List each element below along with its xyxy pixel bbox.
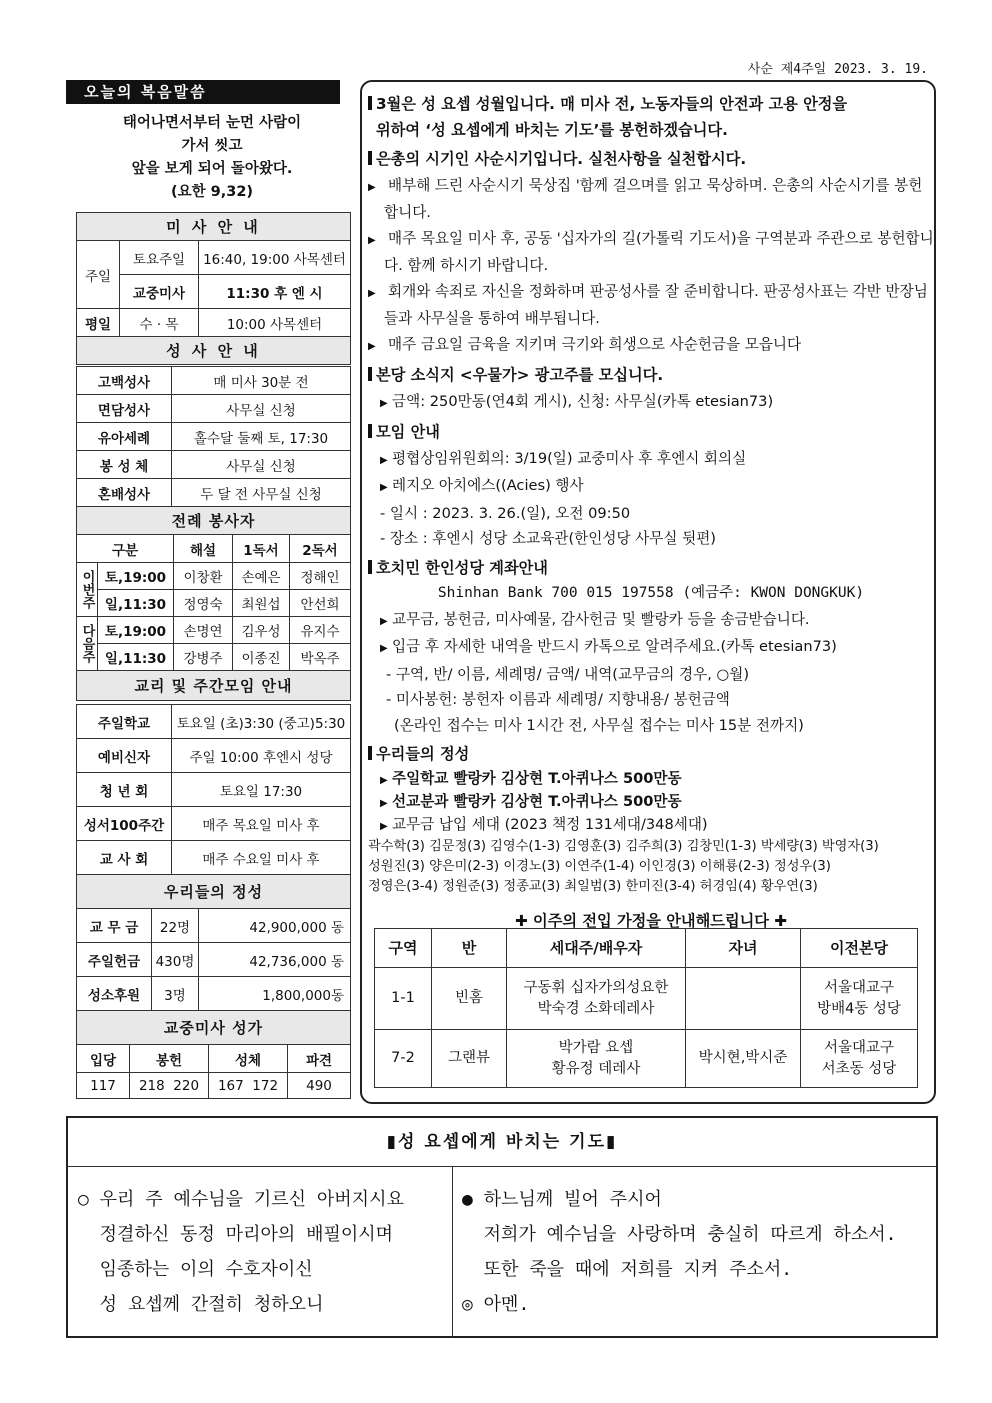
gospel-line: 태어나면서부터 눈먼 사람이 [122,115,302,131]
gospel-line: (요한 9,32) [170,184,254,200]
prayer-line: ◎ 아멘. [462,1294,530,1315]
notice-title: 3월은 성 요셉 성월입니다. 매 미사 전, 노동자들의 안전과 고용 안정을 [368,92,934,118]
offering-amount: 1,800,000동 [199,977,351,1011]
notice-item: ▶ 금액: 250만동(연4회 게시), 신청: 사무실(카톡 etesian73) [380,392,774,410]
children-cell: 박시현,박시준 [686,1030,801,1088]
gospel-line: 앞을 보게 되어 돌아왔다. [131,161,293,177]
sacrament-value: 홀수달 둘째 토, 17:30 [172,423,351,451]
ministers-heading: 전례 봉사자 [77,507,351,535]
hymn-col: 봉헌 [130,1045,209,1073]
prayer-title: ▮성 요셉에게 바치는 기도▮ [68,1118,936,1167]
offering-count: 430명 [152,943,199,977]
col-header: 세대주/배우자 [507,929,686,968]
notice-item: ▶ 매주 목요일 미사 후, 공동 '십자가의 길(가톨릭 기도서)을 구역분과 주관으로 봉헌합니다. 함께 하시기 바랍니다. [368,229,934,274]
notice-item: ▶ 입금 후 자세한 내역을 반드시 카톡으로 알려주세요.(카톡 etesian73) [380,638,837,655]
catechism-value: 토요일 17:30 [172,773,351,807]
col-header: 2독서 [290,535,351,563]
minister-cell: 안선희 [290,590,351,617]
bank-account: Shinhan Bank 700 015 197558 (예금주: KWON DONGKUK) [437,585,865,601]
offering-count: 3명 [152,977,199,1011]
catechism-label: 주일학교 [77,705,172,739]
sacrament-value: 사무실 신청 [172,395,351,423]
prayer-box [66,1116,938,1338]
sacrament-value: 매 미사 30분 전 [172,367,351,395]
offering-table [76,908,351,1045]
zone-cell: 7-2 [375,1030,432,1088]
notice-item: ▶ 평협상임위원회의: 3/19(일) 교중미사 후 후엔시 회의실 [380,449,747,467]
mass-table [76,212,351,365]
catechism-label: 예비신자 [77,739,172,773]
notice-title: 은총의 시기인 사순시기입니다. 실천사항을 실천합시다. [368,147,934,173]
prev-parish-cell: 서울대교구 서초동 성당 [801,1030,918,1088]
zone-cell: 1-1 [375,968,432,1030]
sunday-label: 주일 [77,241,120,309]
prayer-line: 저희가 예수님을 사랑하며 충실히 따르게 하소서. [462,1224,897,1245]
hymn-col: 입당 [77,1045,130,1073]
notices-content [368,92,934,934]
prayer-line: 또한 죽을 때에 저희를 지켜 주소서. [462,1259,793,1280]
hymns-heading: 교중미사 성가 [77,1011,351,1045]
sacrament-label: 봉 성 체 [77,451,172,479]
minister-time: 일,11:30 [98,590,174,617]
sacrament-label: 혼배성사 [77,479,172,507]
col-header: 자녀 [686,929,801,968]
sacrament-value: 두 달 전 사무실 신청 [172,479,351,507]
newcomers-table [374,928,918,1088]
notice-title: 우리들의 정성 [368,742,934,768]
hymn-col: 파견 [288,1045,351,1073]
sacrament-table [76,366,351,535]
prayer-line: 정결하신 동정 마리아의 배필이시며 [78,1224,394,1245]
hymn-value: 117 [77,1073,130,1099]
catechism-label: 청 년 회 [77,773,172,807]
notice-item: ▶ 주일학교 빨랑카 김상현 T.아퀴나스 500만동 [380,769,682,787]
sacrament-label: 면담성사 [77,395,172,423]
catechism-value: 주일 10:00 후엔시 성당 [172,739,351,773]
prayer-left [78,1182,452,1322]
notice-item: ▶ 배부해 드린 사순시기 묵상집 '함께 걸으며를 읽고 묵상하며. 은총의 사순시기를 봉헌합니다. [368,176,923,221]
minister-cell: 정해인 [290,563,351,590]
minister-time: 토,19:00 [98,563,174,590]
ministers-table [76,534,351,701]
offering-amount: 42,736,000 동 [199,943,351,977]
catechism-heading: 교리 및 주간모임 안내 [77,671,351,701]
gospel-heading: 오늘의 복음말씀 [66,80,340,104]
prayer-line: 임종하는 이의 수호자이신 [78,1259,313,1280]
notice-item: ▶ 교무금, 봉헌금, 미사예물, 감사헌금 및 빨랑카 등을 송금받습니다. [380,610,810,628]
ban-cell: 빈홈 [432,968,507,1030]
mass-label: 수 · 목 [120,309,199,337]
catechism-table [76,704,351,909]
household-cell: 구동휘 십자가의성요한 박숙경 소화데레사 [507,968,686,1030]
col-header: 구분 [77,535,174,563]
names-line: 곽수학(3) 김문정(3) 김영수(1-3) 김영훈(3) 김주희(3) 김창민(1-3) 박세량(3) 박영자(3) [368,838,879,854]
sacrament-heading: 성 사 안 내 [77,337,351,365]
mass-heading: 미 사 안 내 [77,213,351,241]
bulletin-date: 사순 제4주일 2023. 3. 19. [747,62,928,77]
notice-item: ▶ 회개와 속죄로 자신을 정화하며 판공성사를 잘 준비합니다. 판공성사표는 각반 반장님들과 사무실을 통하여 배부됩니다. [368,282,928,327]
offering-heading: 우리들의 정성 [77,875,351,909]
gospel-text [76,112,348,204]
minister-cell: 이종진 [233,644,290,671]
ban-cell: 그랜뷰 [432,1030,507,1088]
minister-time: 일,11:30 [98,644,174,671]
prayer-line: ● 하느님께 빌어 주시어 [462,1189,662,1210]
offering-label: 교 무 금 [77,909,152,943]
next-week-label: 다음주 [77,617,98,671]
names-line: 성원진(3) 양은미(2-3) 이경노(3) 이연주(1-4) 이인경(3) 이해룡(2-3) 정성우(3) [368,858,831,874]
catechism-label: 성서100주간 [77,807,172,841]
col-header: 반 [432,929,507,968]
notice-sub: - 일시 : 2023. 3. 26.(일), 오전 09:50 [380,504,631,522]
minister-cell: 최원섭 [233,590,290,617]
notice-sub: (온라인 접수는 미사 1시간 전, 사무실 접수는 미사 15분 전까지) [394,716,804,734]
notice-item: ▶ 선교분과 빨랑카 김상현 T.아퀴나스 500만동 [380,792,682,810]
notice-item: ▶ 매주 금요일 금육을 지키며 극기와 희생으로 사순헌금을 모읍니다 [368,335,802,353]
catechism-label: 교 사 회 [77,841,172,875]
minister-cell: 김우성 [233,617,290,644]
notice-sub: - 장소 : 후엔시 성당 소교육관(한인성당 사무실 뒷편) [380,530,716,547]
prayer-right [462,1182,938,1322]
prayer-line: ○ 우리 주 예수님을 기르신 아버지시요 [78,1189,404,1210]
prayer-divider [452,1166,453,1338]
offering-count: 22명 [152,909,199,943]
catechism-value: 매주 수요일 미사 후 [172,841,351,875]
minister-cell: 손예은 [233,563,290,590]
minister-cell: 정영숙 [174,590,233,617]
hymn-value: 490 [288,1073,351,1099]
minister-cell: 유지수 [290,617,351,644]
weekday-label: 평일 [77,309,120,337]
offering-label: 성소후원 [77,977,152,1011]
col-header: 해설 [174,535,233,563]
minister-cell: 이창환 [174,563,233,590]
notice-item: ▶ 교무금 납입 세대 (2023 책정 131세대/348세대) [380,815,708,833]
offering-amount: 42,900,000 동 [199,909,351,943]
prev-parish-cell: 서울대교구 방배4동 성당 [801,968,918,1030]
gospel-line: 가서 씻고 [181,138,243,154]
col-header: 1독서 [233,535,290,563]
notice-title: 호치민 한인성당 계좌안내 [368,556,934,582]
mass-time: 16:40, 19:00 사목센터 [199,241,351,275]
children-cell [686,968,801,1030]
mass-time: 10:00 사목센터 [199,309,351,337]
sacrament-label: 유아세례 [77,423,172,451]
minister-cell: 강병주 [174,644,233,671]
minister-cell: 손명연 [174,617,233,644]
col-header: 구역 [375,929,432,968]
sacrament-value: 사무실 신청 [172,451,351,479]
catechism-value: 매주 목요일 미사 후 [172,807,351,841]
notice-title-cont: 위하여 ‘성 요셉에게 바치는 기도’를 봉헌하겠습니다. [376,120,728,139]
notice-title: 모임 안내 [368,420,934,446]
minister-cell: 박옥주 [290,644,351,671]
sacrament-label: 고백성사 [77,367,172,395]
this-week-label: 이번주 [77,563,98,617]
notice-sub: - 구역, 반/ 이름, 세례명/ 금액/ 내역(교무금의 경우, ○월) [386,665,750,683]
minister-time: 토,19:00 [98,617,174,644]
col-header: 이전본당 [801,929,918,968]
newcomers-title: ✚ 이주의 전입 가정을 안내해드립니다 ✚ [515,911,787,930]
notice-sub: - 미사봉헌: 봉헌자 이름과 세례명/ 지향내용/ 봉헌금액 [386,691,730,708]
notice-item: ▶ 레지오 아치에스((Acies) 행사 [380,477,584,494]
catechism-value: 토요일 (초)3:30 (중고)5:30 [172,705,351,739]
names-line: 정영은(3-4) 정원준(3) 정종교(3) 최일범(3) 한미진(3-4) 허경임(4) 황우연(3) [368,878,818,894]
hymn-value: 218 220 [130,1073,209,1099]
hymn-col: 성체 [209,1045,288,1073]
offering-label: 주일헌금 [77,943,152,977]
hymn-value: 167 172 [209,1073,288,1099]
mass-label: 토요주일 [120,241,199,275]
mass-label: 교중미사 [120,275,199,309]
notice-title: 본당 소식지 <우물가> 광고주를 모십니다. [368,363,934,389]
household-cell: 박가람 요셉 황유정 데레사 [507,1030,686,1088]
prayer-line: 성 요셉께 간절히 청하오니 [78,1294,324,1315]
mass-time: 11:30 후 엔 시 [199,275,351,309]
hymns-table [76,1044,351,1099]
